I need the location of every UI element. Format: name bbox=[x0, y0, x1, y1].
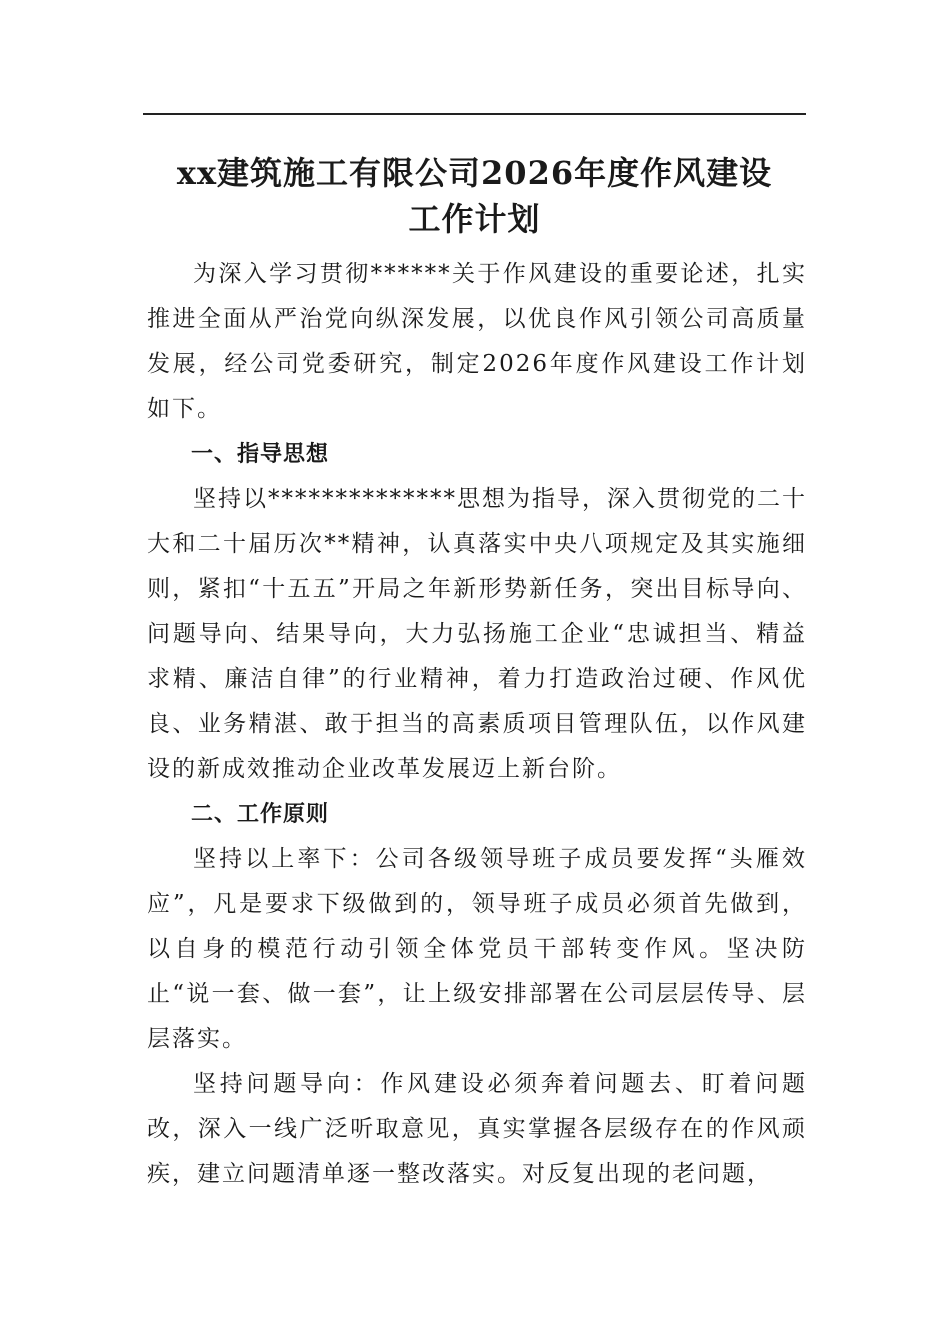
principle-lead-by-example-paragraph: 坚持以上率下：公司各级领导班子成员要发挥“头雁效应”，凡是要求下级做到的，领导班子成员必须首先做到，以自身的模范行动引领全体党员干部转变作风。坚决防止“说一套、做一套”，让上级安排部署在公司层层传导、层层落实。 bbox=[147, 846, 807, 1052]
principle-problem-oriented-paragraph: 坚持问题导向：作风建设必须奔着问题去、盯着问题改，深入一线广泛听取意见，真实掌握各层级存在的作风顽疾，建立问题清单逐一整改落实。对反复出现的老问题， bbox=[147, 1071, 807, 1187]
intro-paragraph: 为深入学习贯彻******关于作风建设的重要论述，扎实推进全面从严治党向纵深发展，以优良作风引领公司高质量发展，经公司党委研究，制定2026年度作风建设工作计划如下。 bbox=[147, 261, 807, 422]
section-heading-work-principles: 二、工作原则 bbox=[191, 802, 330, 827]
document-body bbox=[147, 252, 807, 1197]
title-line-1: xx建筑施工有限公司2026年度作风建设 bbox=[176, 154, 773, 192]
title-line-2: 工作计划 bbox=[408, 200, 541, 238]
header-rule bbox=[143, 113, 806, 115]
guiding-ideology-paragraph: 坚持以**************思想为指导，深入贯彻党的二十大和二十届历次**精神，认真落实中央八项规定及其实施细则，紧扣“十五五”开局之年新形势新任务，突出目标导向、问题导向、结果导向，大力弘扬施工企业“忠诚担当、精益求精、廉洁自律”的行业精神，着力打造政治过硬、作风优良、业务精湛、敢于担当的高素质项目管理队伍，以作风建设的新成效推动企业改革发展迈上新台阶。 bbox=[147, 486, 807, 782]
document-title bbox=[143, 150, 806, 242]
section-heading-guiding-ideology: 一、指导思想 bbox=[191, 442, 330, 467]
